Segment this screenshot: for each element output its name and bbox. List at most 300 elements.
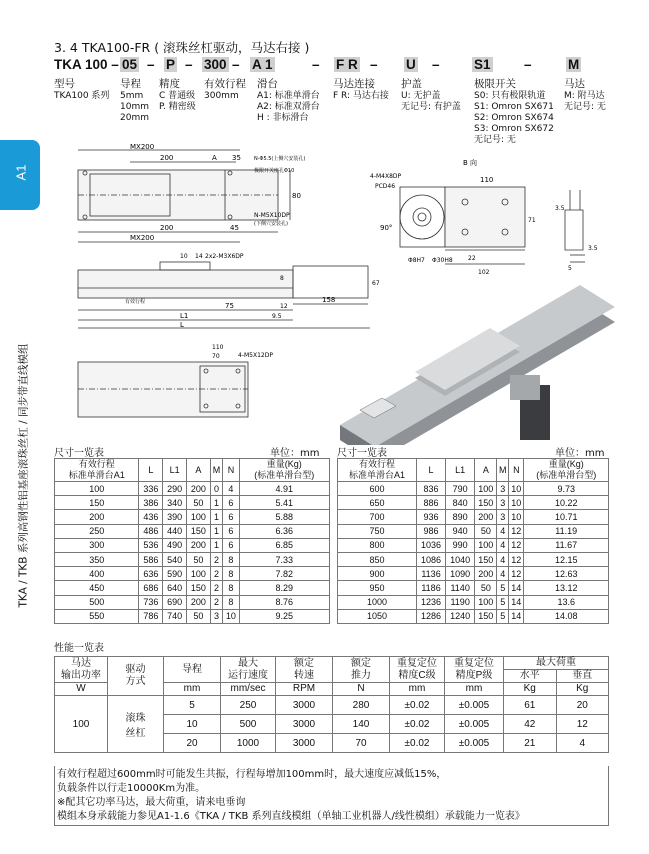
dim-label: L1 — [180, 312, 189, 320]
model-code-part: – — [370, 57, 378, 72]
table-cell: 500 — [221, 715, 276, 734]
dim-label: 70 — [212, 353, 220, 360]
table-cell: 686 — [139, 581, 163, 595]
table-cell: 10 — [164, 715, 221, 734]
table-row — [55, 510, 330, 524]
spec-line: 无记号: 有护盖 — [401, 102, 461, 112]
dim-label: 200 — [160, 154, 174, 162]
table-cell: 4.91 — [239, 482, 329, 496]
spec-header: 滑台 — [257, 78, 278, 90]
dim-label: PCD46 — [375, 183, 396, 190]
table-cell: 12 — [509, 567, 524, 581]
model-code-part: TKA 100 – — [54, 57, 119, 72]
perf-unit: Kg — [504, 683, 557, 696]
perf-header: 最大 运行速度 — [221, 657, 276, 683]
model-code — [54, 57, 614, 74]
spec-line: 10mm — [120, 102, 149, 112]
table-cell: 14 — [509, 595, 524, 609]
spec-line: S0: 只有极限轨道 — [474, 91, 546, 101]
table-cell: 200 — [475, 567, 497, 581]
model-code-part: – — [147, 57, 155, 72]
table-cell: 2 — [210, 552, 223, 566]
table-header-cell: N — [223, 459, 239, 482]
table-cell: 5.88 — [239, 510, 329, 524]
table-row — [338, 510, 609, 524]
table-row — [338, 496, 609, 510]
table-cell: 3 — [210, 609, 223, 623]
dim-label: 5 — [568, 265, 572, 272]
table-cell: 13.12 — [524, 581, 609, 595]
table-cell: 436 — [139, 510, 163, 524]
table-cell: 3 — [497, 510, 509, 524]
table-row — [55, 609, 330, 623]
table-cell: 836 — [416, 482, 445, 496]
table-cell: 14.08 — [524, 609, 609, 623]
perf-header: 额定 推力 — [333, 657, 390, 683]
table-cell: 20 — [556, 696, 609, 715]
dim-label: Φ30H8 — [432, 257, 453, 264]
table-row — [55, 595, 330, 609]
table-cell: 100 — [475, 538, 497, 552]
table-row — [338, 595, 609, 609]
spec-precision — [159, 78, 196, 113]
dim-label: A — [212, 154, 217, 162]
spec-motor-conn — [333, 78, 389, 102]
spec-line: S2: Omron SX674 — [474, 113, 554, 123]
dim-label: 22 — [468, 255, 476, 262]
spec-motor — [564, 78, 606, 113]
table-cell: 100 — [475, 482, 497, 496]
table-cell: 1 — [210, 538, 223, 552]
dim-label: Φ8H7 — [408, 257, 425, 264]
table-cell: 100 — [55, 482, 139, 496]
spec-line: F R: 马达右接 — [333, 91, 389, 101]
dim-label: 67 — [372, 280, 380, 287]
spec-line: 无记号: 无 — [474, 135, 516, 145]
table-cell: 12.63 — [524, 567, 609, 581]
table-cell: 200 — [186, 538, 210, 552]
table-cell: 1040 — [446, 552, 475, 566]
table-cell: 12 — [509, 552, 524, 566]
page-title: 3. 4 TKA100-FR ( 滚珠丝杠驱动，马达右接 ) — [54, 40, 310, 55]
table-cell: 390 — [163, 510, 187, 524]
dim-label: 9.5 — [272, 313, 282, 320]
table-cell: 450 — [55, 581, 139, 595]
spec-slider — [257, 78, 320, 124]
table-cell: 10 — [509, 496, 524, 510]
table-cell: 50 — [186, 496, 210, 510]
dim-label: 14 — [195, 253, 203, 260]
table-header-cell: L — [139, 459, 163, 482]
table-cell: 8 — [223, 552, 239, 566]
table-cell: 3 — [497, 482, 509, 496]
dim-label: 75 — [225, 302, 234, 310]
spec-header: 极限开关 — [474, 78, 516, 90]
model-code-part: M — [568, 57, 580, 72]
table-cell: 340 — [163, 496, 187, 510]
vertical-series-title — [8, 218, 30, 738]
dim-label: 35 — [232, 154, 241, 162]
table-cell: 5.41 — [239, 496, 329, 510]
table-cell: 150 — [475, 496, 497, 510]
table-row — [338, 581, 609, 595]
vertical-series-title-text: TKA / TKB 系列高钢性铝基座滚珠丝杠 / 同步带直线模组 — [17, 343, 30, 608]
model-code-part: U — [406, 57, 416, 72]
dim-label: 102 — [478, 269, 490, 276]
table-cell: 10.22 — [524, 496, 609, 510]
perf-header: 导程 — [164, 657, 221, 683]
table-cell: 1 — [210, 510, 223, 524]
table-cell: 790 — [446, 482, 475, 496]
table-header-row — [338, 459, 609, 482]
table-header-cell: 有效行程 标准单滑台A1 — [338, 459, 417, 482]
spec-header: 导程 — [120, 78, 141, 90]
model-code-part: – — [185, 57, 193, 72]
table-header-cell: 重量(Kg) (标准单滑台型) — [239, 459, 329, 482]
table-cell: 61 — [504, 696, 557, 715]
table-cell: 6 — [223, 538, 239, 552]
drawing-note: N-M5X10DP — [254, 212, 290, 219]
table-cell: 6.36 — [239, 524, 329, 538]
table-cell: 1236 — [416, 595, 445, 609]
table-cell: 2 — [210, 595, 223, 609]
technical-drawings — [40, 140, 615, 445]
table-cell: 750 — [338, 524, 417, 538]
table-cell: 12 — [509, 538, 524, 552]
table-cell: 486 — [139, 524, 163, 538]
spec-lead — [120, 78, 149, 124]
model-code-part: – — [312, 57, 320, 72]
table-cell: 7.33 — [239, 552, 329, 566]
table-cell: ±0.005 — [445, 715, 504, 734]
perf-header: 重复定位 精度C级 — [390, 657, 445, 683]
table-cell: 6 — [223, 496, 239, 510]
dim-label: 110 — [212, 344, 224, 351]
table-cell: 0 — [210, 482, 223, 496]
table-cell: 1186 — [416, 581, 445, 595]
model-code-part: P — [166, 57, 176, 72]
table-cell: 4 — [497, 538, 509, 552]
table-cell: 200 — [475, 510, 497, 524]
table-cell: 14 — [509, 609, 524, 623]
table-cell: 4 — [497, 552, 509, 566]
table-cell: 150 — [186, 524, 210, 538]
table-cell: 12.15 — [524, 552, 609, 566]
perf-unit: mm — [164, 683, 221, 696]
note-line: ※配其它功率马达，最大荷重，请来电垂询 — [57, 797, 246, 808]
spec-header: 有效行程 — [204, 78, 246, 90]
perf-drive-value: 滚珠 丝杠 — [108, 696, 164, 753]
table-cell: ±0.005 — [445, 696, 504, 715]
table-cell: 1 — [210, 524, 223, 538]
dim-label: 200 — [160, 224, 174, 232]
table-cell: 100 — [475, 595, 497, 609]
table-cell: 350 — [55, 552, 139, 566]
table-cell: 740 — [163, 609, 187, 623]
spec-header: 马达连接 — [333, 78, 375, 90]
table-cell: 990 — [446, 538, 475, 552]
table-cell: ±0.02 — [390, 734, 445, 753]
bottom-view-drawing — [78, 362, 248, 417]
table-cell: 600 — [338, 482, 417, 496]
table-cell: 490 — [163, 538, 187, 552]
model-code-part: 300 — [204, 57, 227, 72]
table-cell: 550 — [55, 609, 139, 623]
dim-label: 90° — [380, 224, 393, 232]
table-cell: 10 — [509, 482, 524, 496]
table-cell: 1140 — [446, 581, 475, 595]
table-cell: 536 — [139, 538, 163, 552]
dim-label: 3.5 — [555, 205, 565, 212]
table-cell: 150 — [475, 609, 497, 623]
note-line: 负载条件以行走10000Km为准。 — [57, 783, 206, 794]
spec-line: 无记号: 无 — [564, 102, 606, 112]
dim-table-unit: 单位：mm — [270, 448, 320, 459]
perf-motor-value: 100 — [55, 696, 108, 753]
perf-table-caption: 性能一览表 — [54, 643, 104, 654]
table-cell: 250 — [221, 696, 276, 715]
table-header-row — [55, 459, 330, 482]
dim-label: 3.5 — [588, 245, 598, 252]
side-view-drawing — [78, 262, 370, 328]
table-cell: 690 — [163, 595, 187, 609]
model-code-part: A 1 — [252, 57, 273, 72]
table-cell: 500 — [55, 595, 139, 609]
dim-table-caption: 尺寸一览表 — [337, 448, 387, 459]
dim-label: 110 — [480, 176, 494, 184]
table-header-cell: L1 — [163, 459, 187, 482]
table-cell: 950 — [338, 581, 417, 595]
table-cell: 140 — [333, 715, 390, 734]
table-row — [55, 496, 330, 510]
dim-label: 158 — [322, 296, 336, 304]
table-cell: 50 — [475, 581, 497, 595]
table-cell: 700 — [338, 510, 417, 524]
perf-header: 垂直 — [556, 670, 609, 683]
table-cell: 20 — [164, 734, 221, 753]
table-cell: 8 — [223, 581, 239, 595]
table-cell: 540 — [163, 552, 187, 566]
dim-label: MX200 — [130, 143, 155, 151]
table-cell: 150 — [55, 496, 139, 510]
table-cell: 50 — [186, 552, 210, 566]
table-cell: 11.67 — [524, 538, 609, 552]
spec-header: 型号 — [54, 78, 75, 90]
table-cell: 900 — [338, 567, 417, 581]
table-cell: 1136 — [416, 567, 445, 581]
table-cell: 986 — [416, 524, 445, 538]
table-header-cell: M — [210, 459, 223, 482]
table-cell: 6.85 — [239, 538, 329, 552]
spec-line: M: 附马达 — [564, 91, 605, 101]
dim-label: 71 — [528, 217, 536, 224]
table-cell: 50 — [186, 609, 210, 623]
table-cell: 1 — [210, 496, 223, 510]
table-row — [338, 538, 609, 552]
table-cell: 386 — [139, 496, 163, 510]
perf-header: 马达 输出功率 — [55, 657, 108, 683]
table-cell: 250 — [55, 524, 139, 538]
table-cell: 800 — [338, 538, 417, 552]
table-cell: 336 — [139, 482, 163, 496]
table-cell: 150 — [475, 552, 497, 566]
section-tab — [0, 140, 40, 210]
dim-table-caption: 尺寸一览表 — [54, 448, 104, 459]
dim-table-right — [337, 458, 609, 624]
perf-header: 额定 转速 — [276, 657, 333, 683]
table-cell: 100 — [186, 567, 210, 581]
table-cell: 3 — [497, 496, 509, 510]
drawing-note: 极限开关座孔Φ10 — [254, 168, 295, 174]
table-cell: 12 — [556, 715, 609, 734]
perf-unit: N — [333, 683, 390, 696]
table-cell: 8 — [223, 595, 239, 609]
table-cell: 1036 — [416, 538, 445, 552]
limit-section-drawing — [565, 190, 585, 262]
table-cell: 1286 — [416, 609, 445, 623]
table-cell: 200 — [186, 482, 210, 496]
table-cell: 2 — [210, 567, 223, 581]
table-cell: 13.6 — [524, 595, 609, 609]
table-row — [55, 567, 330, 581]
table-cell: 1086 — [416, 552, 445, 566]
table-cell: 786 — [139, 609, 163, 623]
table-cell: 10 — [223, 609, 239, 623]
table-cell: 4 — [497, 524, 509, 538]
dim-label: 80 — [292, 192, 301, 200]
perf-header: 水平 — [504, 670, 557, 683]
spec-stroke — [204, 78, 246, 102]
table-row — [55, 581, 330, 595]
table-cell: 940 — [446, 524, 475, 538]
table-cell: 640 — [163, 581, 187, 595]
table-cell: 42 — [504, 715, 557, 734]
table-header-cell: A — [186, 459, 210, 482]
table-cell: 736 — [139, 595, 163, 609]
section-tab-label: A1 — [13, 164, 29, 181]
table-cell: 586 — [139, 552, 163, 566]
table-row — [55, 482, 330, 496]
perf-unit: mm — [445, 683, 504, 696]
drawing-note: 4-M4X8DP — [370, 173, 402, 180]
table-cell: 10 — [509, 510, 524, 524]
table-header-cell: N — [509, 459, 524, 482]
drawing-note: 4-M5X12DP — [238, 352, 273, 359]
table-cell: 5 — [497, 595, 509, 609]
table-cell: 5 — [497, 609, 509, 623]
perf-header: 重复定位 精度P级 — [445, 657, 504, 683]
table-header-cell: A — [475, 459, 497, 482]
dim-label: L — [180, 321, 184, 329]
table-cell: 3000 — [276, 715, 333, 734]
table-row — [55, 524, 330, 538]
table-cell: 5 — [164, 696, 221, 715]
spec-line: 300mm — [204, 91, 239, 101]
table-cell: 590 — [163, 567, 187, 581]
table-cell: 150 — [186, 581, 210, 595]
table-row — [338, 482, 609, 496]
table-cell: ±0.02 — [390, 696, 445, 715]
table-row — [338, 567, 609, 581]
top-view-drawing — [78, 150, 290, 242]
table-cell: 636 — [139, 567, 163, 581]
perf-table — [54, 656, 609, 753]
table-cell: 50 — [475, 524, 497, 538]
table-cell: 1000 — [338, 595, 417, 609]
table-header-cell: L — [416, 459, 445, 482]
table-header-cell: 重量(Kg) (标准单滑台型) — [524, 459, 609, 482]
perf-unit: mm/sec — [221, 683, 276, 696]
notes-box — [54, 766, 609, 826]
model-code-part: – — [432, 57, 440, 72]
table-cell: 9.73 — [524, 482, 609, 496]
table-row — [338, 552, 609, 566]
model-code-part: F R — [336, 57, 358, 72]
perf-unit: W — [55, 683, 108, 696]
table-header-cell: M — [497, 459, 509, 482]
table-cell: 840 — [446, 496, 475, 510]
table-cell: 8 — [223, 567, 239, 581]
perf-header: 驱动 方式 — [108, 657, 164, 696]
table-row — [55, 696, 609, 715]
table-cell: 8.76 — [239, 595, 329, 609]
table-cell: 12 — [509, 524, 524, 538]
spec-header: 精度 — [159, 78, 180, 90]
table-cell: 200 — [55, 510, 139, 524]
table-row — [338, 524, 609, 538]
table-header-cell: 有效行程 标准单滑台A1 — [55, 459, 139, 482]
spec-line: A1: 标准单滑台 — [257, 91, 320, 101]
spec-line: 20mm — [120, 113, 149, 123]
table-cell: 1050 — [338, 609, 417, 623]
spec-line: 5mm — [120, 91, 144, 101]
table-cell: 3000 — [276, 696, 333, 715]
table-cell: 11.19 — [524, 524, 609, 538]
table-cell: 8.29 — [239, 581, 329, 595]
table-cell: 1190 — [446, 595, 475, 609]
table-cell: 650 — [338, 496, 417, 510]
table-cell: ±0.005 — [445, 734, 504, 753]
spec-limit-switch — [474, 78, 554, 146]
table-cell: 100 — [186, 510, 210, 524]
spec-line: S1: Omron SX671 — [474, 102, 554, 112]
spec-line: A2: 标准双滑台 — [257, 102, 320, 112]
table-cell: 290 — [163, 482, 187, 496]
perf-unit: RPM — [276, 683, 333, 696]
table-cell: 300 — [55, 538, 139, 552]
spec-model — [54, 78, 109, 102]
spec-line: TKA100 系列 — [54, 91, 110, 101]
dim-label: MX200 — [130, 234, 155, 242]
spec-line: U: 无护盖 — [401, 91, 441, 101]
note-line: 有效行程超过600mm时可能发生共振，行程每增加100mm时，最大速度应减低15%， — [57, 769, 447, 780]
table-cell: 1240 — [446, 609, 475, 623]
table-cell: 890 — [446, 510, 475, 524]
table-cell: 1090 — [446, 567, 475, 581]
model-code-part: – — [524, 57, 532, 72]
note-line: 模组本身承载能力参见A1-1.6《TKA / TKB 系列直线模组（单轴工业机器人/线性模组）承载能力一览表》 — [57, 811, 525, 822]
table-cell: ±0.02 — [390, 715, 445, 734]
spec-line: S3: Omron SX672 — [474, 124, 554, 134]
table-cell: 1000 — [221, 734, 276, 753]
model-code-part: S1 — [474, 57, 491, 72]
table-cell: 4 — [223, 482, 239, 496]
table-row — [55, 552, 330, 566]
model-code-part: 05 — [122, 57, 138, 72]
table-cell: 6 — [223, 510, 239, 524]
table-cell: 70 — [333, 734, 390, 753]
table-cell: 4 — [497, 567, 509, 581]
